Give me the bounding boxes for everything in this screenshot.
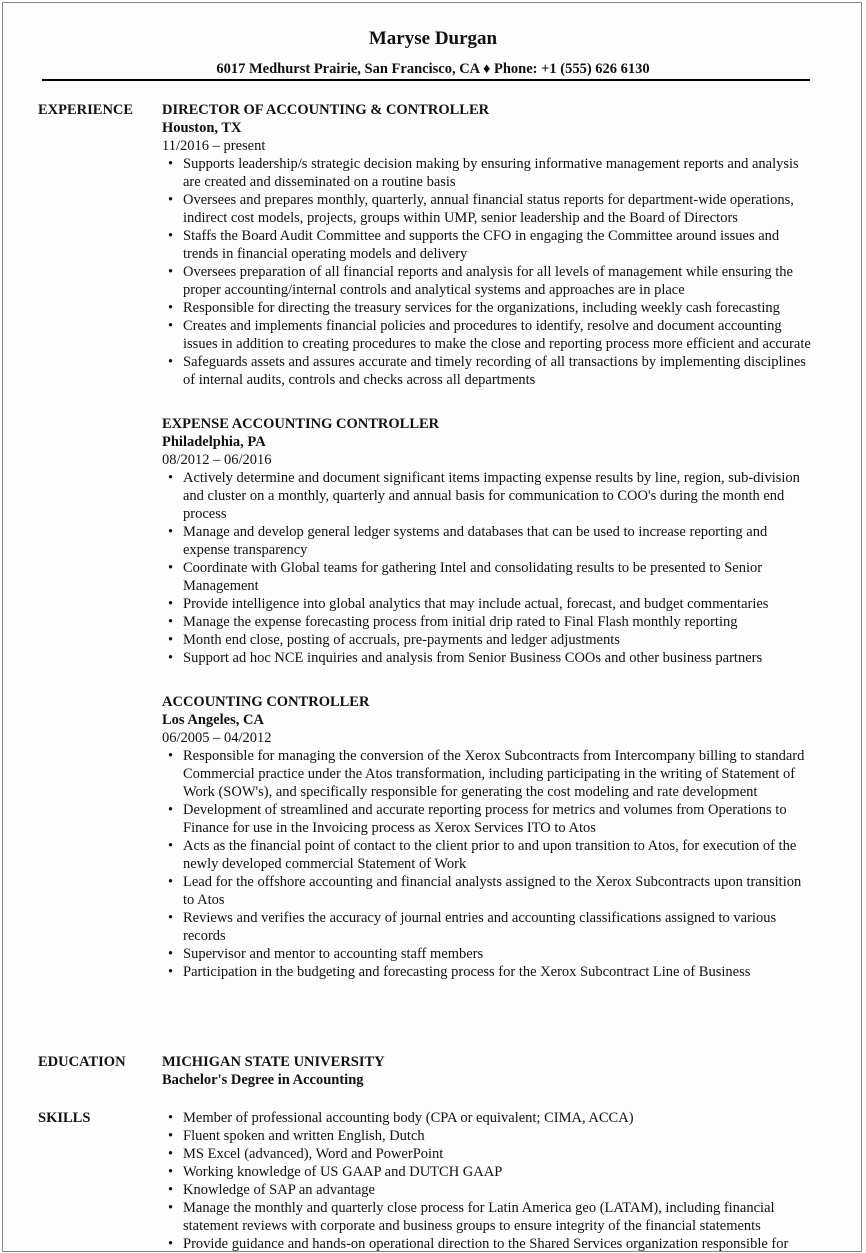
bullet-item: • Oversees preparation of all financial reports and analysis for all levels of management while ensuring the proper accounting/internal controls and analytical systems and approaches are in place [162, 263, 815, 299]
job-title: DIRECTOR OF ACCOUNTING & CONTROLLER [162, 102, 490, 118]
bullet-item: • Lead for the offshore accounting and financial analysts assigned to the Xerox Subcontracts upon transition to Atos [162, 873, 815, 909]
experience-list [162, 101, 822, 1007]
bullet-item: • Manage the expense forecasting process from initial drip rated to Final Flash monthly reporting [162, 613, 815, 631]
section-label-experience: EXPERIENCE [38, 102, 134, 118]
bullet-item: • Manage and develop general ledger systems and databases that can be used to increase reporting and expense transparency [162, 523, 815, 559]
job-bullets [162, 747, 822, 981]
skill-item: • Fluent spoken and written English, Dutch [162, 1127, 815, 1145]
skill-item: • Provide guidance and hands-on operational direction to the Shared Services organization responsible for [162, 1235, 815, 1253]
job-dates: 11/2016 – present [162, 138, 266, 154]
section-label-education: EDUCATION [38, 1054, 126, 1070]
job-entry [162, 693, 822, 981]
bullet-item: • Support ad hoc NCE inquiries and analysis from Senior Business COOs and other business partners [162, 649, 815, 667]
skill-item: • Manage the monthly and quarterly close process for Latin America geo (LATAM), including financial statement reviews with corporate and business groups to ensure integrity of the financial statements [162, 1199, 815, 1235]
degree: Bachelor's Degree in Accounting [162, 1072, 364, 1088]
job-bullets [162, 469, 822, 667]
job-title: EXPENSE ACCOUNTING CONTROLLER [162, 416, 440, 432]
bullet-item: • Development of streamlined and accurate reporting process for metrics and volumes from Operations to Finance for use in the Invoicing process as Xerox Services ITO to Atos [162, 801, 815, 837]
skill-item: • Member of professional accounting body (CPA or equivalent; CIMA, ACCA) [162, 1109, 815, 1127]
job-location: Los Angeles, CA [162, 712, 264, 728]
header-divider [42, 79, 810, 81]
bullet-item: • Responsible for directing the treasury services for the organizations, including weekly cash forecasting [162, 299, 815, 317]
section-label-skills: SKILLS [38, 1110, 91, 1126]
skills-list [162, 1109, 822, 1253]
job-entry [162, 415, 822, 667]
job-title: ACCOUNTING CONTROLLER [162, 694, 370, 710]
bullet-item: • Oversees and prepares monthly, quarterly, annual financial status reports for department-wide operations, indirect cost models, projects, groups within UMP, senior leadership and the Board of Directors [162, 191, 815, 227]
bullet-item: • Actively determine and document significant items impacting expense results by line, region, sub-division and cluster on a monthly, quarterly and annual basis for communication to COO's during the month end process [162, 469, 815, 523]
bullet-item: • Provide intelligence into global analytics that may include actual, forecast, and budget commentaries [162, 595, 815, 613]
job-location: Houston, TX [162, 120, 242, 136]
skill-item: • MS Excel (advanced), Word and PowerPoint [162, 1145, 815, 1163]
job-dates: 08/2012 – 06/2016 [162, 452, 272, 468]
school-name: MICHIGAN STATE UNIVERSITY [162, 1054, 385, 1070]
bullet-item: • Reviews and verifies the accuracy of journal entries and accounting classifications assigned to various records [162, 909, 815, 945]
bullet-item: • Month end close, posting of accruals, pre-payments and ledger adjustments [162, 631, 815, 649]
contact-line: 6017 Medhurst Prairie, San Francisco, CA ♦ Phone: +1 (555) 626 6130 [216, 61, 650, 77]
bullet-item: • Supports leadership/s strategic decision making by ensuring informative management reports and analysis are created and disseminated on a routine basis [162, 155, 815, 191]
bullet-item: • Coordinate with Global teams for gathering Intel and consolidating results to be presented to Senior Management [162, 559, 815, 595]
job-dates: 06/2005 – 04/2012 [162, 730, 272, 746]
job-entry [162, 101, 822, 389]
bullet-item: • Supervisor and mentor to accounting staff members [162, 945, 815, 963]
skill-item: • Working knowledge of US GAAP and DUTCH GAAP [162, 1163, 815, 1181]
job-bullets [162, 155, 822, 389]
skill-item: • Knowledge of SAP an advantage [162, 1181, 815, 1199]
bullet-item: • Safeguards assets and assures accurate and timely recording of all transactions by implementing disciplines of internal audits, controls and checks across all departments [162, 353, 815, 389]
bullet-item: • Staffs the Board Audit Committee and supports the CFO in engaging the Committee around issues and trends in financial operating models and delivery [162, 227, 815, 263]
bullet-item: • Responsible for managing the conversion of the Xerox Subcontracts from Intercompany billing to standard Commercial practice under the Atos transformation, including participating in the writing of Statement of Work (SOW's), and specifically responsible for generating the cost modeling and rate development [162, 747, 815, 801]
candidate-name: Maryse Durgan [368, 28, 498, 49]
job-location: Philadelphia, PA [162, 434, 266, 450]
bullet-item: • Acts as the financial point of contact to the client prior to and upon transition to Atos, for execution of the newly developed commercial Statement of Work [162, 837, 815, 873]
bullet-item: • Participation in the budgeting and forecasting process for the Xerox Subcontract Line of Business [162, 963, 815, 981]
bullet-item: • Creates and implements financial policies and procedures to identify, resolve and document accounting issues in addition to creating procedures to make the close and reporting process more efficient and accurate [162, 317, 815, 353]
